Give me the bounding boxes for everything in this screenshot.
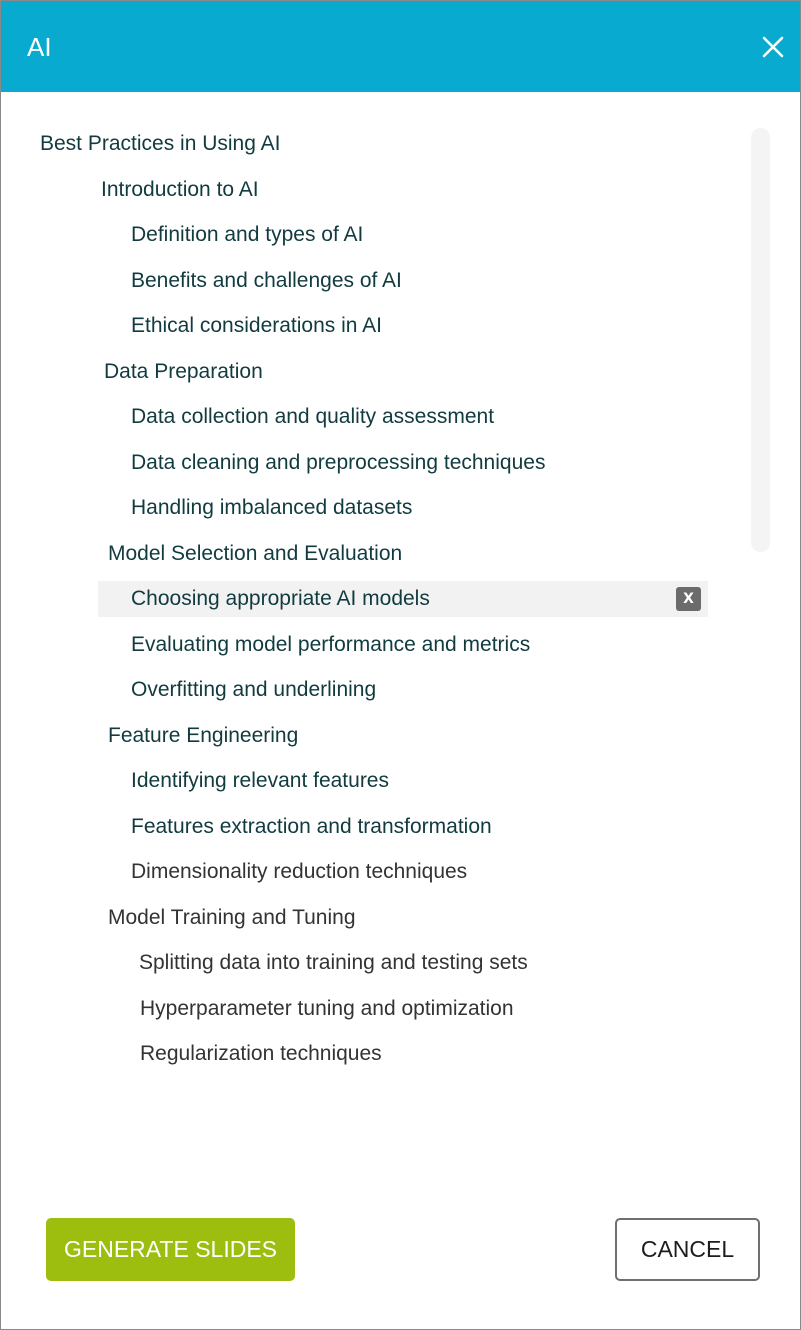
outline-item-label: Data cleaning and preprocessing techniques [131, 451, 546, 474]
outline-item-label: Best Practices in Using AI [40, 132, 281, 155]
outline-subitem[interactable] [131, 672, 376, 708]
outline-section[interactable] [101, 172, 259, 208]
cancel-button[interactable]: CANCEL [615, 1218, 760, 1281]
outline-item-label: Regularization techniques [140, 1042, 382, 1065]
outline-subitem[interactable] [140, 991, 514, 1027]
outline-item-label: Model Selection and Evaluation [108, 542, 403, 565]
outline-subitem-selected[interactable] [98, 581, 708, 617]
close-icon [757, 31, 789, 63]
outline-scrollbar[interactable] [751, 128, 770, 552]
remove-item-button[interactable]: X [676, 587, 701, 611]
outline-item-label: Ethical considerations in AI [131, 314, 382, 337]
outline-section[interactable] [108, 536, 402, 572]
outline-item-label: Data collection and quality assessment [131, 405, 495, 428]
outline-subitem[interactable] [131, 763, 389, 799]
dialog-header [1, 1, 800, 92]
outline-item-label: Model Training and Tuning [108, 906, 356, 929]
outline-item-label: Definition and types of AI [131, 223, 364, 246]
outline-list [1, 126, 741, 1086]
outline-subitem[interactable] [131, 854, 467, 890]
outline-item-label: Benefits and challenges of AI [131, 269, 402, 292]
outline-subitem[interactable] [139, 945, 528, 981]
dialog-title: AI [27, 32, 52, 62]
outline-item-label: Hyperparameter tuning and optimization [140, 997, 514, 1020]
outline-subitem[interactable] [131, 399, 494, 435]
outline-subitem[interactable] [131, 445, 545, 481]
outline-item-label: Overfitting and underlining [131, 678, 377, 701]
outline-section[interactable] [104, 354, 263, 390]
outline-section[interactable] [108, 718, 298, 754]
outline-subitem[interactable] [131, 809, 492, 845]
outline-item-label: Feature Engineering [108, 724, 299, 747]
outline-title[interactable] [40, 126, 280, 162]
outline-item-label: Dimensionality reduction techniques [131, 860, 468, 883]
outline-subitem[interactable] [131, 263, 402, 299]
outline-subitem[interactable] [131, 627, 530, 663]
outline-item-label: Introduction to AI [101, 178, 259, 201]
outline-section[interactable] [108, 900, 356, 936]
outline-item-label: Features extraction and transformation [131, 815, 492, 838]
outline-subitem[interactable] [131, 308, 382, 344]
outline-item-label: Evaluating model performance and metrics [131, 633, 531, 656]
outline-subitem[interactable] [131, 490, 412, 526]
outline-item-label: Data Preparation [104, 360, 263, 383]
outline-item-label: Handling imbalanced datasets [131, 496, 413, 519]
outline-subitem[interactable] [131, 217, 363, 253]
outline-item-label: Identifying relevant features [131, 769, 389, 792]
generate-slides-button[interactable]: GENERATE SLIDES [46, 1218, 295, 1281]
outline-item-label: Choosing appropriate AI models [131, 587, 430, 610]
close-button[interactable] [757, 31, 789, 63]
outline-subitem[interactable] [140, 1036, 382, 1072]
outline-item-label: Splitting data into training and testing sets [139, 951, 528, 974]
